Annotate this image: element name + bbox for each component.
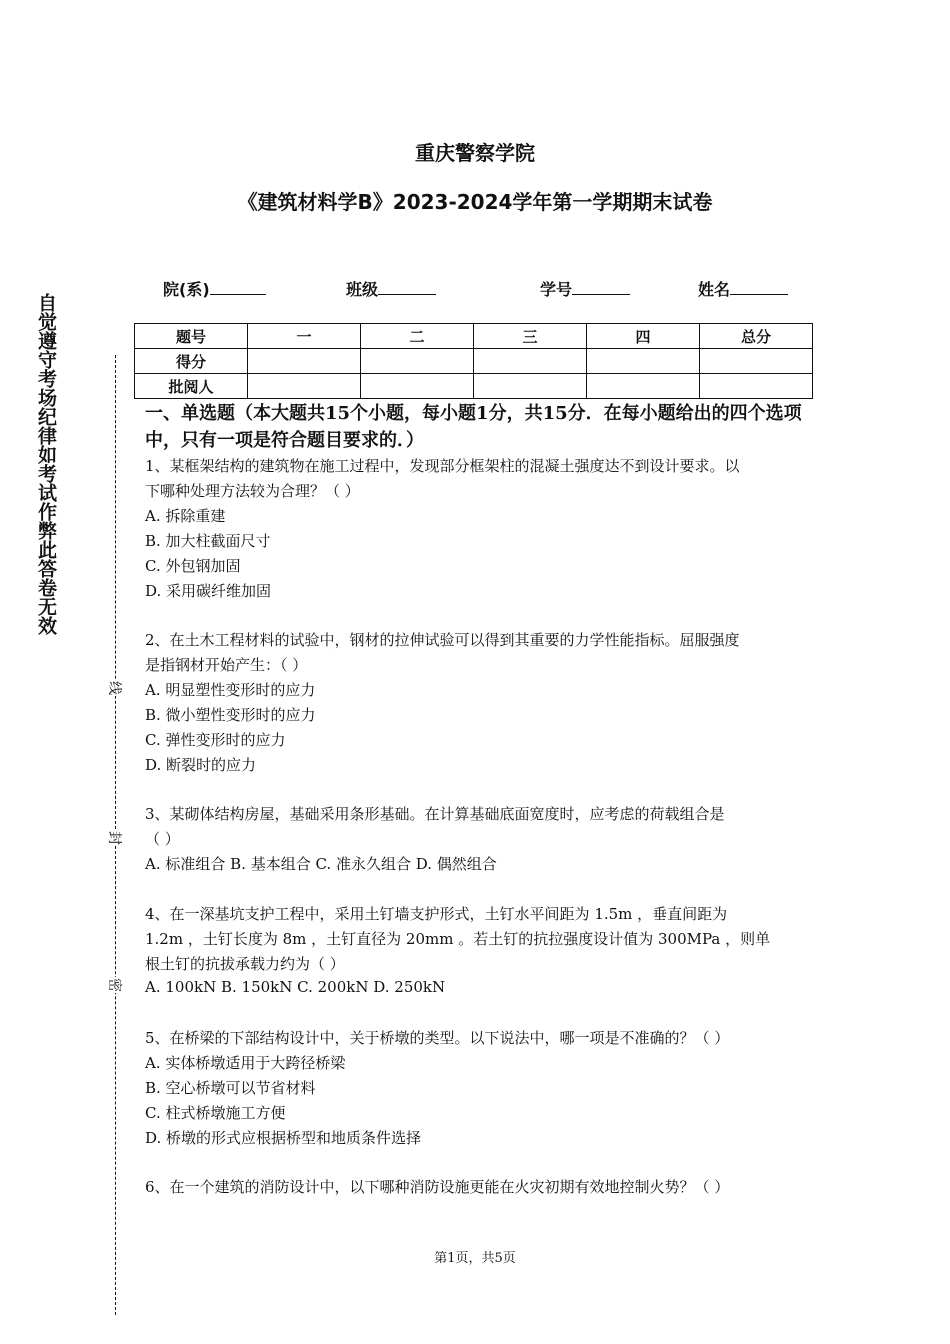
score-cell[interactable] <box>700 349 813 374</box>
question-5-option[interactable]: B. 空心桥墩可以节省材料 <box>145 1079 316 1097</box>
section-heading: 一、单选题（本大题共15个小题，每小题1分，共15分．在每小题给出的四个选项中，只有一项是符合题目要求的．） <box>145 403 802 451</box>
score-cell[interactable] <box>474 349 587 374</box>
grader-row-label: 批阅人 <box>135 374 248 399</box>
school-name: 重庆警察学院 <box>415 141 535 165</box>
grader-cell[interactable] <box>700 374 813 399</box>
header-cell: 总分 <box>700 324 813 349</box>
name-blank[interactable] <box>730 280 788 295</box>
question-1-line: 下哪种处理方法较为合理？（ ） <box>145 482 360 500</box>
question-1-option[interactable]: A. 拆除重建 <box>145 507 226 525</box>
seal-mark-seal: 封 <box>105 830 125 846</box>
question-5-line: 5、在桥梁的下部结构设计中，关于桥墩的类型。以下说法中，哪一项是不准确的？（ ） <box>145 1029 730 1047</box>
exam-title: 《建筑材料学B》2023-2024学年第一学期期末试卷 <box>237 190 713 214</box>
question-4-line: 1.2m ，土钉长度为 8m ，土钉直径为 20mm 。若土钉的抗拉强度设计值为 300MPa ，则单 <box>145 930 771 948</box>
question-4-option[interactable]: A. 100kN B. 150kN C. 200kN D. 250kN <box>145 978 446 996</box>
question-6-line: 6、在一个建筑的消防设计中，以下哪种消防设施更能在火灾初期有效地控制火势？（ ） <box>145 1178 730 1196</box>
score-table-header-row <box>135 324 813 349</box>
seal-mark-secret: 密 <box>105 977 125 993</box>
question-1-line: 1、某框架结构的建筑物在施工过程中，发现部分框架柱的混凝土强度达不到设计要求。以 <box>145 457 740 475</box>
question-5-option[interactable]: A. 实体桥墩适用于大跨径桥梁 <box>145 1054 346 1072</box>
department-blank[interactable] <box>210 280 266 295</box>
grader-cell[interactable] <box>248 374 361 399</box>
score-cell[interactable] <box>361 349 474 374</box>
name-label: 姓名 <box>698 280 731 299</box>
score-row <box>135 349 813 374</box>
question-3-option[interactable]: A. 标准组合 B. 基本组合 C. 准永久组合 D. 偶然组合 <box>145 855 497 873</box>
header-cell: 题号 <box>135 324 248 349</box>
question-2-option[interactable]: C. 弹性变形时的应力 <box>145 731 286 749</box>
grader-cell[interactable] <box>587 374 700 399</box>
score-cell[interactable] <box>587 349 700 374</box>
department-label: 院(系) <box>163 280 210 299</box>
question-2-option[interactable]: B. 微小塑性变形时的应力 <box>145 706 316 724</box>
header-cell: 四 <box>587 324 700 349</box>
question-4-line: 4、在一深基坑支护工程中，采用土钉墙支护形式，土钉水平间距为 1.5m ，垂直间距为 <box>145 905 728 923</box>
question-4-line: 根土钉的抗拔承载力约为（ ） <box>145 955 345 973</box>
student-id-label: 学号 <box>540 280 573 299</box>
question-2-option[interactable]: A. 明显塑性变形时的应力 <box>145 681 316 699</box>
question-2-line: 是指钢材开始产生：（ ） <box>145 656 308 674</box>
header-cell: 二 <box>361 324 474 349</box>
header-cell: 三 <box>474 324 587 349</box>
score-table <box>134 323 813 399</box>
class-field[interactable] <box>346 277 436 300</box>
score-row-label: 得分 <box>135 349 248 374</box>
question-1-option[interactable]: D. 采用碳纤维加固 <box>145 582 272 600</box>
student-id-field[interactable] <box>540 277 630 300</box>
grader-row <box>135 374 813 399</box>
grader-cell[interactable] <box>474 374 587 399</box>
seal-mark-line: 线 <box>105 680 125 696</box>
student-id-blank[interactable] <box>572 280 630 295</box>
question-1-option[interactable]: B. 加大柱截面尺寸 <box>145 532 271 550</box>
header-cell: 一 <box>248 324 361 349</box>
class-label: 班级 <box>346 280 379 299</box>
question-3-line: （ ） <box>145 830 180 848</box>
name-field[interactable] <box>698 277 788 300</box>
question-5-option[interactable]: D. 桥墩的形式应根据桥型和地质条件选择 <box>145 1129 422 1147</box>
question-3-line: 3、某砌体结构房屋，基础采用条形基础。在计算基础底面宽度时，应考虑的荷载组合是 <box>145 805 725 823</box>
question-2-line: 2、在土木工程材料的试验中，钢材的拉伸试验可以得到其重要的力学性能指标。屈服强度 <box>145 631 740 649</box>
exam-rule-sidebar: 自觉遵守考场纪律如考试作弊此答卷无效 <box>35 293 57 635</box>
score-cell[interactable] <box>248 349 361 374</box>
department-field[interactable] <box>163 277 266 300</box>
class-blank[interactable] <box>378 280 436 295</box>
question-1-option[interactable]: C. 外包钢加固 <box>145 557 241 575</box>
grader-cell[interactable] <box>361 374 474 399</box>
question-5-option[interactable]: C. 柱式桥墩施工方便 <box>145 1104 286 1122</box>
page-number: 第1页，共5页 <box>434 1251 516 1266</box>
question-2-option[interactable]: D. 断裂时的应力 <box>145 756 257 774</box>
